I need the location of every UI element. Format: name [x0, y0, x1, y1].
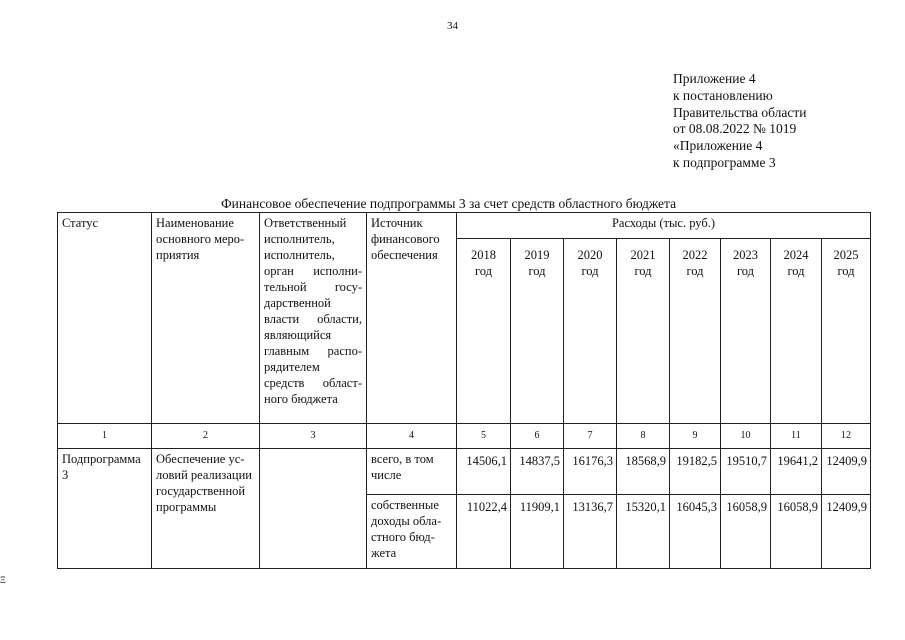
appendix-line: Правительства области: [673, 104, 807, 120]
appendix-line: «Приложение 4: [673, 138, 763, 154]
value-cell: 14506,1: [457, 449, 511, 495]
column-number: 3: [260, 424, 367, 449]
row-status: Подпрограмма 3: [58, 449, 152, 569]
header-executor: Ответственный исполнитель, исполнитель, орган исполнительной государственной власти области, являющийся главным распорядителем средств областного бюджета: [260, 213, 367, 424]
value-cell: 16045,3: [670, 495, 721, 569]
column-number-row: [58, 424, 871, 449]
appendix-block: [673, 71, 806, 172]
column-number: 8: [617, 424, 670, 449]
header-year: 2020 год: [564, 239, 617, 424]
value-cell: 13136,7: [564, 495, 617, 569]
header-year: 2019 год: [511, 239, 564, 424]
column-number: 9: [670, 424, 721, 449]
value-cell: 12409,9: [822, 449, 871, 495]
appendix-line: к постановлению: [673, 87, 773, 103]
column-number: 11: [771, 424, 822, 449]
value-cell: 11022,4: [457, 495, 511, 569]
table-caption: Финансовое обеспечение подпрограммы 3 за счет средств областного бюджета: [221, 196, 677, 211]
header-year: 2018 год: [457, 239, 511, 424]
value-cell: 16058,9: [721, 495, 771, 569]
row-measure: Обеспечение условий реализации государственной программы: [152, 449, 260, 569]
header-year: 2023 год: [721, 239, 771, 424]
value-cell: 15320,1: [617, 495, 670, 569]
value-cell: 12409,9: [822, 495, 871, 569]
value-cell: 19510,7: [721, 449, 771, 495]
column-number: 12: [822, 424, 871, 449]
column-number: 10: [721, 424, 771, 449]
table-row: [58, 449, 871, 495]
header-year: 2024 год: [771, 239, 822, 424]
header-measure: Наименование основного мероприятия: [152, 213, 260, 424]
value-cell: 18568,9: [617, 449, 670, 495]
column-number: 5: [457, 424, 511, 449]
row-source: собственные доходы областного бюджета: [367, 495, 457, 569]
column-number: 4: [367, 424, 457, 449]
row-source: всего, в том числе: [367, 449, 457, 495]
value-cell: 16058,9: [771, 495, 822, 569]
column-number: 2: [152, 424, 260, 449]
value-cell: 19641,2: [771, 449, 822, 495]
column-number: 6: [511, 424, 564, 449]
header-year: 2025 год: [822, 239, 871, 424]
column-number: 1: [58, 424, 152, 449]
margin-mark: Ξ: [0, 575, 6, 585]
value-cell: 11909,1: [511, 495, 564, 569]
value-cell: 16176,3: [564, 449, 617, 495]
appendix-line: от 08.08.2022 № 1019: [673, 121, 797, 137]
row-executor: [260, 449, 367, 569]
appendix-line: к подпрограмме 3: [673, 154, 776, 170]
header-year: 2021 год: [617, 239, 670, 424]
column-number: 7: [564, 424, 617, 449]
value-cell: 19182,5: [670, 449, 721, 495]
header-source: Источник финансового обеспечения: [367, 213, 457, 424]
finance-table: [57, 212, 871, 569]
appendix-line: Приложение 4: [673, 71, 756, 86]
header-status: Статус: [58, 213, 152, 424]
page-number: 34: [447, 20, 458, 32]
header-year: 2022 год: [670, 239, 721, 424]
value-cell: 14837,5: [511, 449, 564, 495]
header-expenses: Расходы (тыс. руб.): [457, 213, 871, 239]
